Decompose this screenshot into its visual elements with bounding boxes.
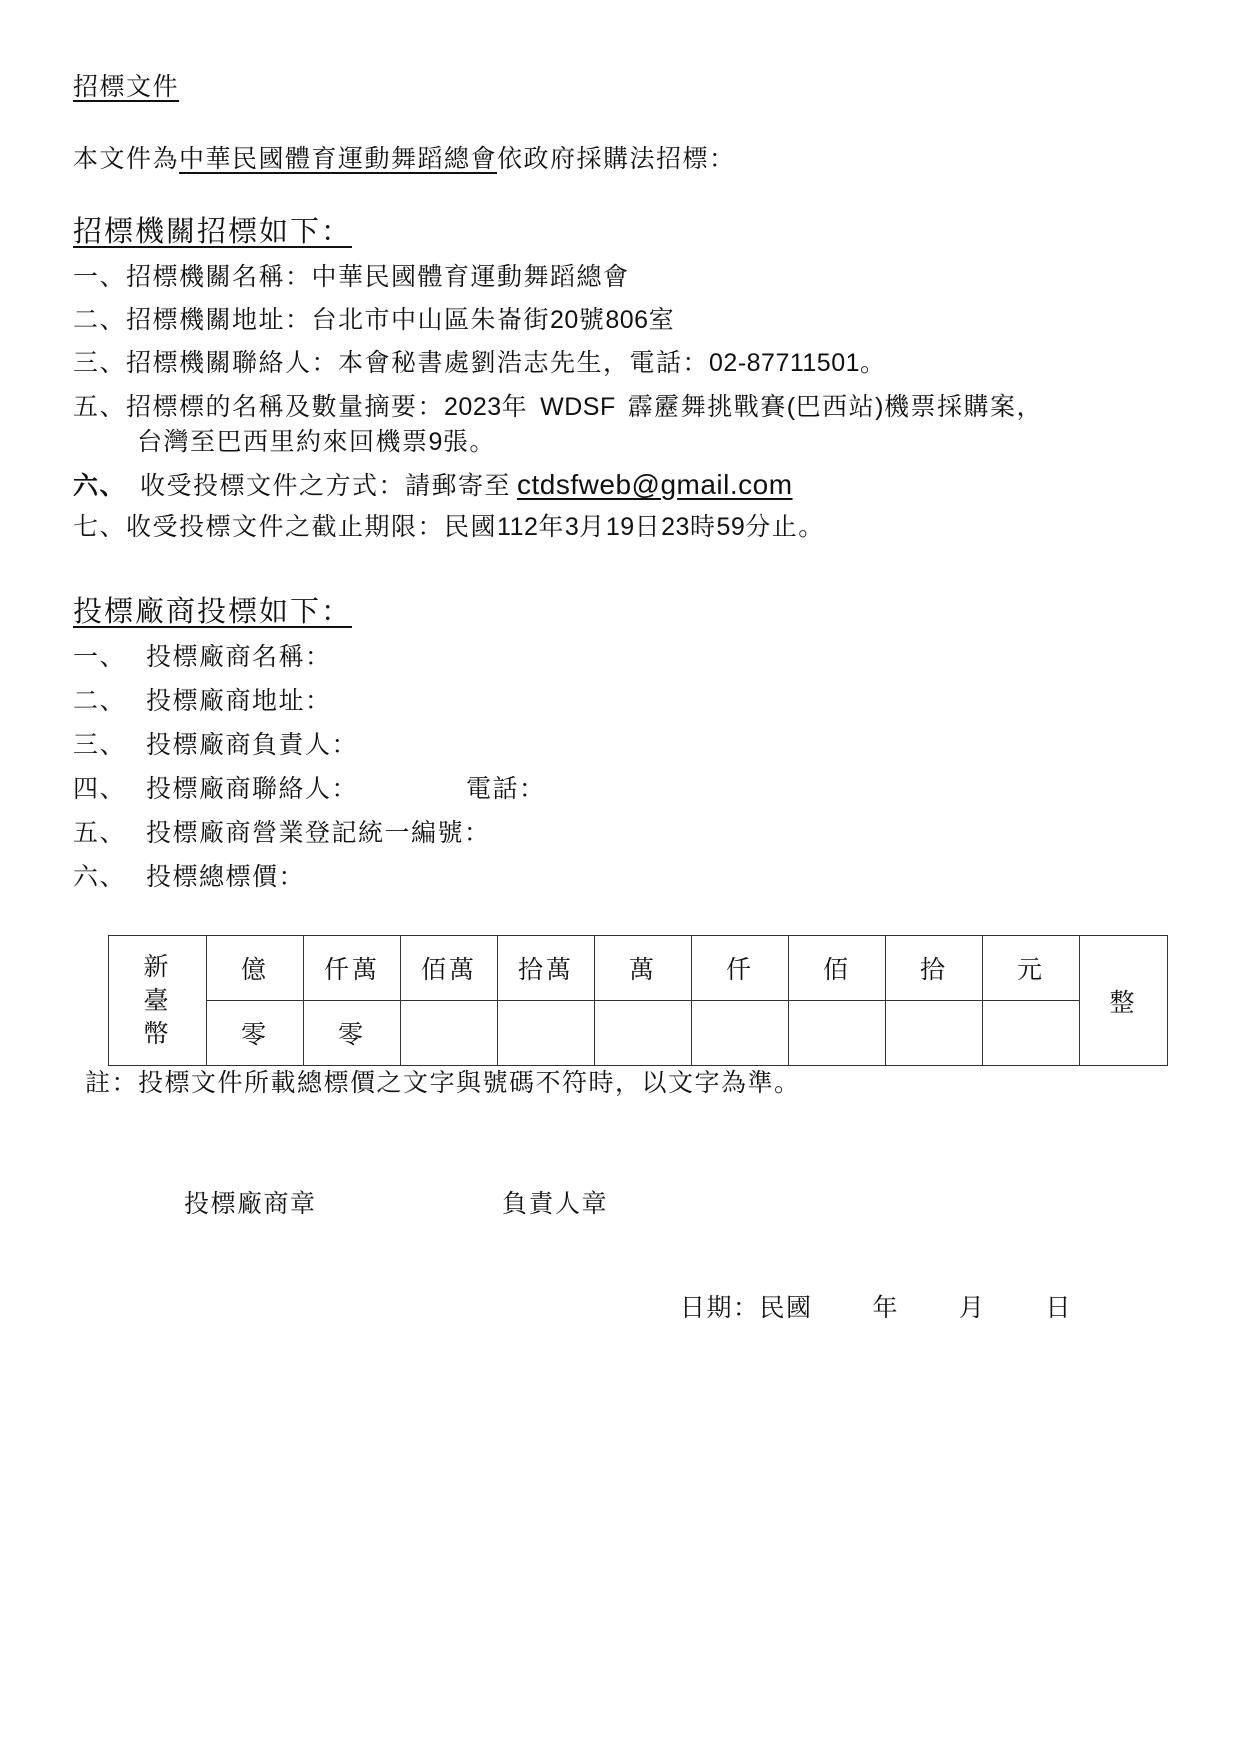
deadline-hour: 23 [661,513,690,541]
bidder-phone-label: 電話： [466,774,546,803]
agency-contact-line [73,348,887,378]
deadline-month-unit: 月 [579,512,606,541]
deadline-month: 3 [564,513,580,541]
value-cell-hundred-million[interactable]: 零 [207,1001,304,1066]
address-suffix: 室 [648,305,676,334]
value-cell-hundred[interactable] [789,1001,886,1066]
deadline-prefix: 七、收受投標文件之截止期限：民國 [73,512,498,541]
agency-heading-text: 招標機關招標如下： [73,214,353,248]
bidder-item-label: 投標廠商聯絡人： [146,774,359,803]
intro-organization: 中華民國體育運動舞蹈總會 [179,144,498,173]
address-mid: 號 [578,305,606,334]
unit-header-yuan: 元 [983,936,1080,1001]
address-number-1: 20 [550,306,579,334]
receive-method-number: 六、 [73,471,127,500]
unit-header-hundred: 佰 [789,936,886,1001]
deadline-hour-unit: 時 [689,512,717,541]
contact-suffix: 。 [860,348,887,377]
bidder-item-number: 二、 [73,686,127,715]
subject-year: 2023 [444,393,502,421]
bidder-item-number: 四、 [73,774,127,803]
deadline-year: 112 [497,513,539,541]
unit-header-thousand: 仟 [692,936,789,1001]
agency-address-line [73,305,675,335]
agency-name-line: 一、招標機關名稱：中華民國體育運動舞蹈總會 [73,262,630,291]
bidder-item-number: 五、 [73,818,127,847]
bidder-item-number: 六、 [73,862,127,891]
bidder-item-number: 一、 [73,642,127,671]
bidder-item-label: 投標廠商營業登記統一編號： [146,818,491,847]
deadline-year-unit: 年 [538,512,565,541]
date-line [680,1288,1072,1324]
subject-end: 機票採購案， [883,392,1043,421]
intro-prefix: 本文件為 [73,144,180,173]
unit-header-ten-million: 仟萬 [304,936,401,1001]
subject-wdsf: WDSF [540,393,616,421]
unit-header-hundred-thousand: 拾萬 [498,936,595,1001]
bidder-heading-text: 投標廠商投標如下： [73,594,353,628]
price-table-header-row [109,936,1168,1001]
address-number-2: 806 [605,306,649,334]
receive-method-text: 收受投標文件之方式：請郵寄至 [140,471,512,500]
bidder-item-label: 投標廠商名稱： [146,642,332,671]
deadline-day: 19 [605,513,635,541]
date-day-label: 日 [1045,1293,1073,1322]
subject-paren-open: ( [786,393,796,421]
value-cell-million[interactable] [401,1001,498,1066]
currency-cell [109,936,207,1066]
bidder-item-total-price [73,862,305,892]
currency-char: 新 [143,951,172,981]
agency-deadline-line [73,512,825,542]
deadline-minute: 59 [716,513,746,541]
bidder-section-heading [73,594,352,629]
value-cell-thousand[interactable] [692,1001,789,1066]
company-seal-label: 投標廠商章 [184,1189,317,1218]
price-table-value-row [109,1001,1168,1066]
bidder-item-representative [73,730,358,760]
price-note: 註：投標文件所載總標價之文字與號碼不符時，以文字為準。 [85,1068,801,1097]
bidder-item-label: 投標廠商負責人： [146,730,359,759]
bidder-item-number: 三、 [73,730,127,759]
subject-event: 霹靂舞挑戰賽 [627,392,787,421]
bidder-item-registration [73,818,491,848]
unit-header-ten-thousand: 萬 [595,936,692,1001]
date-label: 日期：民國 [680,1293,813,1322]
subject-line2-suffix: 張。 [442,427,496,456]
agency-receive-method-line [73,468,793,502]
end-label-cell: 整 [1080,936,1168,1066]
document-title-text: 招標文件 [73,72,180,101]
bidder-item-label: 投標廠商地址： [146,686,332,715]
value-cell-ten-million[interactable]: 零 [304,1001,401,1066]
intro-line [73,144,736,174]
bidder-item-label: 投標總標價： [146,862,306,891]
subject-line2-prefix: 台灣至巴西里約來回機票 [137,427,429,456]
date-month-label: 月 [959,1293,986,1322]
subject-ticket-count: 9 [428,428,443,456]
representative-seal-label: 負責人章 [502,1189,609,1218]
deadline-day-unit: 日 [634,512,662,541]
value-cell-ten[interactable] [886,1001,983,1066]
unit-header-million: 佰萬 [401,936,498,1001]
unit-header-hundred-million: 億 [207,936,304,1001]
unit-header-ten: 拾 [886,936,983,1001]
deadline-suffix: 分止。 [745,512,825,541]
bidder-item-address [73,686,332,716]
contact-prefix: 三、招標機關聯絡人：本會秘書處劉浩志先生，電話： [73,348,710,377]
email-link[interactable]: ctdsfweb@gmail.com [517,469,793,500]
intro-suffix: 依政府採購法招標： [497,144,736,173]
document-title [73,72,179,102]
value-cell-yuan[interactable] [983,1001,1080,1066]
bidder-item-name [73,642,332,672]
contact-phone: 02-87711501 [709,349,861,377]
subject-station: 巴西站 [795,392,876,421]
agency-section-heading [73,214,352,249]
address-prefix: 二、招標機關地址：台北市中山區朱崙街 [73,305,551,334]
subject-year-suffix: 年 [501,392,529,421]
date-year-label: 年 [872,1293,900,1322]
bidder-item-contact [73,774,546,804]
subject-paren-close: ) [875,393,884,421]
price-table [108,935,1168,1066]
subject-prefix: 五、招標標的名稱及數量摘要： [73,392,445,421]
currency-char: 幣 [143,1019,172,1049]
agency-subject-line-2 [137,427,496,457]
value-cell-ten-thousand[interactable] [595,1001,692,1066]
agency-subject-line [73,392,1043,422]
currency-char: 臺 [143,985,172,1015]
value-cell-hundred-thousand[interactable] [498,1001,595,1066]
